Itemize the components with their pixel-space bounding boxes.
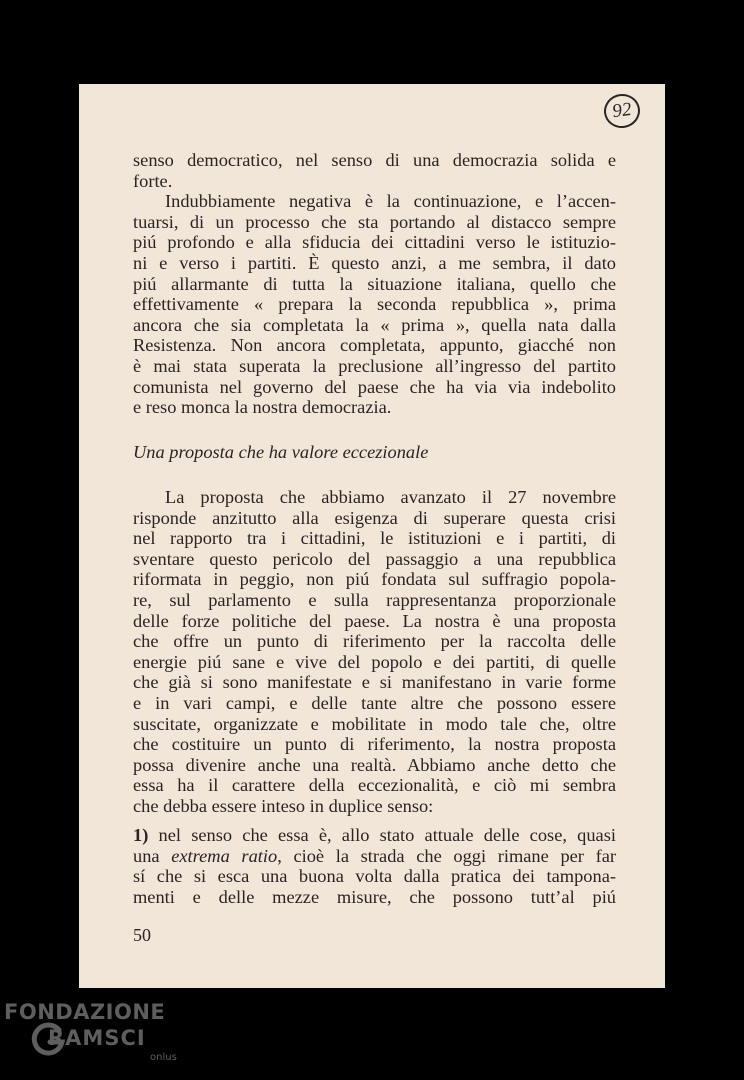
text-line: tuarsi, di un processo che sta portando al distacco sempre [133, 211, 616, 232]
text-line: senso democratico, nel senso di una democrazia solida e [133, 150, 616, 170]
text-line: Resistenza. Non ancora completata, appunto, giacché non [133, 335, 616, 356]
page-number: 50 [133, 925, 151, 945]
text-line: è mai stata superata la preclusione all’ingresso del partito [133, 355, 616, 376]
text-line: suscitate, organizzate e mobilitate in modo tale che, oltre [133, 713, 616, 734]
text-line: ni e verso i partiti. È questo anzi, a me sembra, il dato [133, 252, 616, 273]
text-line: che costituire un punto di riferimento, la nostra proposta [133, 734, 616, 755]
list-marker: 1) [133, 825, 149, 845]
text-line: che già si sono manifestate e si manifestano in varie forme [133, 672, 616, 693]
body-text-main [133, 487, 616, 817]
text-line: piú allarmante di tutta la situazione italiana, quello che [133, 273, 616, 294]
text-line: che debba essere inteso in duplice senso: [133, 795, 434, 816]
text-line: possa divenire anche una realtà. Abbiamo anche detto che [133, 754, 616, 775]
section-heading: Una proposta che ha valore eccezionale [133, 442, 429, 462]
text-line: delle forze politiche del paese. La nostra è una proposta [133, 610, 616, 631]
text-line: menti e delle mezze misure, che possono tutt’al piú [133, 886, 616, 907]
text-line: energie piú sane e vive del popolo e dei partiti, di quelle [133, 651, 616, 672]
text-line [133, 846, 616, 867]
text-line: sí che si esca una buona volta dalla pratica dei tampona- [133, 866, 616, 887]
text-line: piú profondo e alla sfiducia dei cittadini verso le istituzio- [133, 232, 616, 253]
handwritten-folio-mark: 92 [602, 92, 642, 131]
list-line-text: , cioè la strada che oggi rimane per far [277, 845, 616, 866]
list-line-text: nel senso che essa è, allo stato attuale delle cose, quasi [148, 825, 616, 845]
text-line: La proposta che abbiamo avanzato il 27 novembre [165, 487, 616, 507]
body-text-top [133, 150, 616, 418]
list-line-text: una [133, 845, 172, 866]
text-line: comunista nel governo del paese che ha via via indebolito [133, 376, 616, 397]
text-line: risponde anzitutto alla esigenza di superare questa crisi [133, 507, 616, 528]
fondazione-gramsci-logo [4, 1000, 184, 1076]
text-line: e reso monca la nostra democrazia. [133, 397, 392, 418]
text-line: effettivamente « prepara la seconda repubblica », prima [133, 294, 616, 315]
text-line: sventare questo pericolo del passaggio a una repubblica [133, 548, 616, 569]
italic-phrase: extrema ratio [171, 845, 278, 866]
text-line: che offre un punto di riferimento per la raccolta delle [133, 631, 616, 652]
text-line [133, 825, 616, 846]
text-line: forte. [133, 170, 173, 191]
text-line: essa ha il carattere della eccezionalità, e ciò mi sembra [133, 775, 616, 796]
numbered-list-item [133, 825, 616, 907]
logo-suffix: onlus [150, 1052, 177, 1063]
logo-line2: RAMSCI [48, 1026, 146, 1050]
text-line: e in vari campi, e delle tante altre che possono essere [133, 692, 616, 713]
text-line: ancora che sia completata la « prima », quella nata dalla [133, 314, 616, 335]
text-line: re, sul parlamento e sulla rappresentanza proporzionale [133, 589, 616, 610]
logo-line1: FONDAZIONE [4, 1000, 166, 1024]
text-line: riformata in peggio, non piú fondata sul suffragio popola- [133, 569, 616, 590]
text-line: nel rapporto tra i cittadini, le istituzioni e i partiti, di [133, 528, 616, 549]
text-line: Indubbiamente negativa è la continuazione, e l’accen- [165, 191, 616, 212]
